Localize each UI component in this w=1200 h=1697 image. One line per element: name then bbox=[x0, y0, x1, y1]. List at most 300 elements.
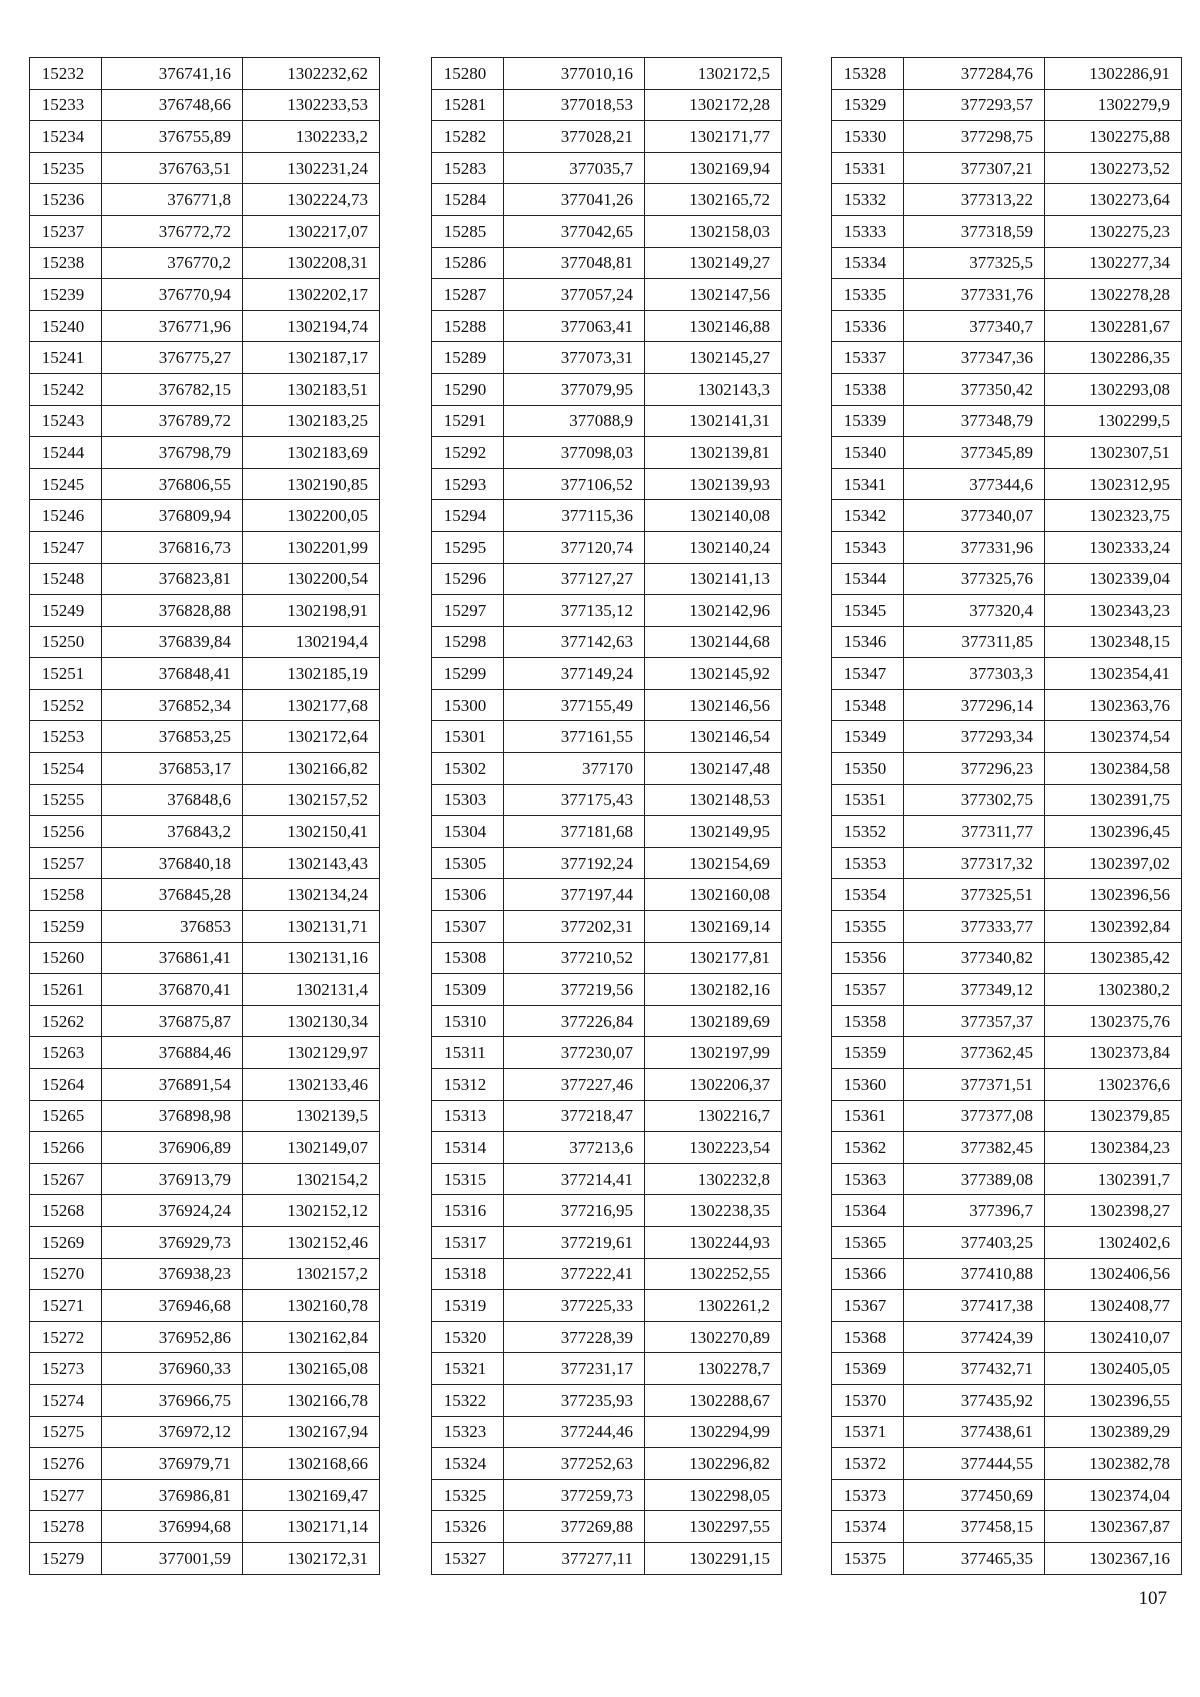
x-coordinate-cell: 376870,41 bbox=[102, 974, 243, 1006]
point-id-cell: 15279 bbox=[30, 1542, 102, 1574]
x-coordinate-cell: 376840,18 bbox=[102, 847, 243, 879]
y-coordinate-cell: 1302165,08 bbox=[243, 1353, 380, 1385]
x-coordinate-cell: 377106,52 bbox=[504, 468, 645, 500]
point-id-cell: 15317 bbox=[432, 1226, 504, 1258]
y-coordinate-cell: 1302201,99 bbox=[243, 531, 380, 563]
point-id-cell: 15364 bbox=[832, 1195, 904, 1227]
x-coordinate-cell: 376853,17 bbox=[102, 753, 243, 785]
y-coordinate-cell: 1302206,37 bbox=[645, 1069, 782, 1101]
x-coordinate-cell: 377197,44 bbox=[504, 879, 645, 911]
y-coordinate-cell: 1302194,4 bbox=[243, 626, 380, 658]
x-coordinate-cell: 377331,96 bbox=[904, 531, 1045, 563]
x-coordinate-cell: 376906,89 bbox=[102, 1132, 243, 1164]
point-id-cell: 15293 bbox=[432, 468, 504, 500]
x-coordinate-cell: 376839,84 bbox=[102, 626, 243, 658]
x-coordinate-cell: 377057,24 bbox=[504, 279, 645, 311]
x-coordinate-cell: 376852,34 bbox=[102, 689, 243, 721]
x-coordinate-cell: 377127,27 bbox=[504, 563, 645, 595]
y-coordinate-cell: 1302389,29 bbox=[1045, 1416, 1182, 1448]
x-coordinate-cell: 377214,41 bbox=[504, 1163, 645, 1195]
point-id-cell: 15351 bbox=[832, 784, 904, 816]
table-row bbox=[30, 342, 380, 374]
y-coordinate-cell: 1302149,95 bbox=[645, 816, 782, 848]
table-row bbox=[432, 1195, 782, 1227]
point-id-cell: 15266 bbox=[30, 1132, 102, 1164]
x-coordinate-cell: 377389,08 bbox=[904, 1163, 1045, 1195]
point-id-cell: 15295 bbox=[432, 531, 504, 563]
x-coordinate-cell: 377277,11 bbox=[504, 1542, 645, 1574]
x-coordinate-cell: 377396,7 bbox=[904, 1195, 1045, 1227]
y-coordinate-cell: 1302152,12 bbox=[243, 1195, 380, 1227]
y-coordinate-cell: 1302278,28 bbox=[1045, 279, 1182, 311]
y-coordinate-cell: 1302397,02 bbox=[1045, 847, 1182, 879]
point-id-cell: 15338 bbox=[832, 373, 904, 405]
table-row bbox=[432, 689, 782, 721]
y-coordinate-cell: 1302172,28 bbox=[645, 89, 782, 121]
y-coordinate-cell: 1302200,05 bbox=[243, 500, 380, 532]
point-id-cell: 15258 bbox=[30, 879, 102, 911]
table-row bbox=[30, 1448, 380, 1480]
x-coordinate-cell: 376952,86 bbox=[102, 1321, 243, 1353]
table-row bbox=[30, 595, 380, 627]
point-id-cell: 15298 bbox=[432, 626, 504, 658]
point-id-cell: 15246 bbox=[30, 500, 102, 532]
table-row bbox=[832, 974, 1182, 1006]
x-coordinate-cell: 376929,73 bbox=[102, 1226, 243, 1258]
x-coordinate-cell: 377444,55 bbox=[904, 1448, 1045, 1480]
point-id-cell: 15237 bbox=[30, 215, 102, 247]
x-coordinate-cell: 377311,85 bbox=[904, 626, 1045, 658]
point-id-cell: 15363 bbox=[832, 1163, 904, 1195]
y-coordinate-cell: 1302396,45 bbox=[1045, 816, 1182, 848]
point-id-cell: 15277 bbox=[30, 1479, 102, 1511]
point-id-cell: 15270 bbox=[30, 1258, 102, 1290]
table-row bbox=[832, 1037, 1182, 1069]
table-row bbox=[832, 405, 1182, 437]
x-coordinate-cell: 377115,36 bbox=[504, 500, 645, 532]
y-coordinate-cell: 1302406,56 bbox=[1045, 1258, 1182, 1290]
point-id-cell: 15292 bbox=[432, 437, 504, 469]
y-coordinate-cell: 1302185,19 bbox=[243, 658, 380, 690]
y-coordinate-cell: 1302277,34 bbox=[1045, 247, 1182, 279]
y-coordinate-cell: 1302169,94 bbox=[645, 152, 782, 184]
x-coordinate-cell: 377325,51 bbox=[904, 879, 1045, 911]
table-row bbox=[832, 1448, 1182, 1480]
y-coordinate-cell: 1302323,75 bbox=[1045, 500, 1182, 532]
y-coordinate-cell: 1302385,42 bbox=[1045, 942, 1182, 974]
point-id-cell: 15294 bbox=[432, 500, 504, 532]
y-coordinate-cell: 1302354,41 bbox=[1045, 658, 1182, 690]
point-id-cell: 15289 bbox=[432, 342, 504, 374]
point-id-cell: 15357 bbox=[832, 974, 904, 1006]
y-coordinate-cell: 1302139,81 bbox=[645, 437, 782, 469]
y-coordinate-cell: 1302146,88 bbox=[645, 310, 782, 342]
table-row bbox=[832, 753, 1182, 785]
table-row bbox=[432, 152, 782, 184]
x-coordinate-cell: 377293,57 bbox=[904, 89, 1045, 121]
x-coordinate-cell: 376755,89 bbox=[102, 121, 243, 153]
x-coordinate-cell: 377296,14 bbox=[904, 689, 1045, 721]
table-row bbox=[30, 437, 380, 469]
point-id-cell: 15311 bbox=[432, 1037, 504, 1069]
x-coordinate-cell: 377041,26 bbox=[504, 184, 645, 216]
table-row bbox=[432, 89, 782, 121]
y-coordinate-cell: 1302208,31 bbox=[243, 247, 380, 279]
table-row bbox=[432, 1448, 782, 1480]
point-id-cell: 15342 bbox=[832, 500, 904, 532]
table-row bbox=[30, 784, 380, 816]
table-row bbox=[432, 1542, 782, 1574]
point-id-cell: 15316 bbox=[432, 1195, 504, 1227]
point-id-cell: 15243 bbox=[30, 405, 102, 437]
x-coordinate-cell: 377325,5 bbox=[904, 247, 1045, 279]
table-row bbox=[30, 1511, 380, 1543]
y-coordinate-cell: 1302391,75 bbox=[1045, 784, 1182, 816]
x-coordinate-cell: 376875,87 bbox=[102, 1005, 243, 1037]
table-row bbox=[432, 215, 782, 247]
table-row bbox=[832, 1132, 1182, 1164]
point-id-cell: 15307 bbox=[432, 911, 504, 943]
point-id-cell: 15249 bbox=[30, 595, 102, 627]
x-coordinate-cell: 377042,65 bbox=[504, 215, 645, 247]
table-row bbox=[432, 1100, 782, 1132]
table-row bbox=[30, 1258, 380, 1290]
x-coordinate-cell: 377226,84 bbox=[504, 1005, 645, 1037]
point-id-cell: 15296 bbox=[432, 563, 504, 595]
point-id-cell: 15267 bbox=[30, 1163, 102, 1195]
y-coordinate-cell: 1302190,85 bbox=[243, 468, 380, 500]
x-coordinate-cell: 377228,39 bbox=[504, 1321, 645, 1353]
x-coordinate-cell: 377001,59 bbox=[102, 1542, 243, 1574]
table-row bbox=[30, 1416, 380, 1448]
table-row bbox=[30, 1353, 380, 1385]
y-coordinate-cell: 1302147,48 bbox=[645, 753, 782, 785]
table-row bbox=[30, 1384, 380, 1416]
y-coordinate-cell: 1302293,08 bbox=[1045, 373, 1182, 405]
table-row bbox=[30, 626, 380, 658]
x-coordinate-cell: 376938,23 bbox=[102, 1258, 243, 1290]
table-row bbox=[432, 1416, 782, 1448]
point-id-cell: 15264 bbox=[30, 1069, 102, 1101]
x-coordinate-cell: 377213,6 bbox=[504, 1132, 645, 1164]
y-coordinate-cell: 1302244,93 bbox=[645, 1226, 782, 1258]
x-coordinate-cell: 376823,81 bbox=[102, 563, 243, 595]
y-coordinate-cell: 1302154,69 bbox=[645, 847, 782, 879]
y-coordinate-cell: 1302252,55 bbox=[645, 1258, 782, 1290]
x-coordinate-cell: 377269,88 bbox=[504, 1511, 645, 1543]
table-row bbox=[832, 1163, 1182, 1195]
point-id-cell: 15334 bbox=[832, 247, 904, 279]
point-id-cell: 15330 bbox=[832, 121, 904, 153]
y-coordinate-cell: 1302189,69 bbox=[645, 1005, 782, 1037]
y-coordinate-cell: 1302374,54 bbox=[1045, 721, 1182, 753]
point-id-cell: 15345 bbox=[832, 595, 904, 627]
point-id-cell: 15278 bbox=[30, 1511, 102, 1543]
point-id-cell: 15300 bbox=[432, 689, 504, 721]
table-row bbox=[832, 1226, 1182, 1258]
x-coordinate-cell: 377382,45 bbox=[904, 1132, 1045, 1164]
x-coordinate-cell: 377073,31 bbox=[504, 342, 645, 374]
table-row bbox=[30, 1479, 380, 1511]
x-coordinate-cell: 377348,79 bbox=[904, 405, 1045, 437]
y-coordinate-cell: 1302281,67 bbox=[1045, 310, 1182, 342]
y-coordinate-cell: 1302131,71 bbox=[243, 911, 380, 943]
point-id-cell: 15232 bbox=[30, 58, 102, 90]
y-coordinate-cell: 1302275,23 bbox=[1045, 215, 1182, 247]
y-coordinate-cell: 1302299,5 bbox=[1045, 405, 1182, 437]
y-coordinate-cell: 1302373,84 bbox=[1045, 1037, 1182, 1069]
x-coordinate-cell: 377149,24 bbox=[504, 658, 645, 690]
table-row bbox=[432, 721, 782, 753]
point-id-cell: 15248 bbox=[30, 563, 102, 595]
x-coordinate-cell: 376966,75 bbox=[102, 1384, 243, 1416]
point-id-cell: 15310 bbox=[432, 1005, 504, 1037]
x-coordinate-cell: 377311,77 bbox=[904, 816, 1045, 848]
y-coordinate-cell: 1302150,41 bbox=[243, 816, 380, 848]
table-row bbox=[432, 1511, 782, 1543]
x-coordinate-cell: 377216,95 bbox=[504, 1195, 645, 1227]
table-row bbox=[30, 1100, 380, 1132]
point-id-cell: 15344 bbox=[832, 563, 904, 595]
y-coordinate-cell: 1302194,74 bbox=[243, 310, 380, 342]
point-id-cell: 15236 bbox=[30, 184, 102, 216]
y-coordinate-cell: 1302294,99 bbox=[645, 1416, 782, 1448]
y-coordinate-cell: 1302408,77 bbox=[1045, 1290, 1182, 1322]
point-id-cell: 15260 bbox=[30, 942, 102, 974]
y-coordinate-cell: 1302223,54 bbox=[645, 1132, 782, 1164]
y-coordinate-cell: 1302275,88 bbox=[1045, 121, 1182, 153]
table-row bbox=[832, 310, 1182, 342]
table-row bbox=[432, 437, 782, 469]
x-coordinate-cell: 376741,16 bbox=[102, 58, 243, 90]
point-id-cell: 15299 bbox=[432, 658, 504, 690]
x-coordinate-cell: 377219,61 bbox=[504, 1226, 645, 1258]
x-coordinate-cell: 377435,92 bbox=[904, 1384, 1045, 1416]
y-coordinate-cell: 1302158,03 bbox=[645, 215, 782, 247]
y-coordinate-cell: 1302177,68 bbox=[243, 689, 380, 721]
y-coordinate-cell: 1302233,2 bbox=[243, 121, 380, 153]
y-coordinate-cell: 1302376,6 bbox=[1045, 1069, 1182, 1101]
table-row bbox=[832, 58, 1182, 90]
x-coordinate-cell: 377303,3 bbox=[904, 658, 1045, 690]
x-coordinate-cell: 377222,41 bbox=[504, 1258, 645, 1290]
y-coordinate-cell: 1302297,55 bbox=[645, 1511, 782, 1543]
y-coordinate-cell: 1302171,77 bbox=[645, 121, 782, 153]
x-coordinate-cell: 377210,52 bbox=[504, 942, 645, 974]
point-id-cell: 15353 bbox=[832, 847, 904, 879]
x-coordinate-cell: 377230,07 bbox=[504, 1037, 645, 1069]
point-id-cell: 15281 bbox=[432, 89, 504, 121]
point-id-cell: 15240 bbox=[30, 310, 102, 342]
table-row bbox=[832, 121, 1182, 153]
table-row bbox=[30, 500, 380, 532]
table-row bbox=[832, 89, 1182, 121]
point-id-cell: 15347 bbox=[832, 658, 904, 690]
table-row bbox=[432, 373, 782, 405]
x-coordinate-cell: 376898,98 bbox=[102, 1100, 243, 1132]
y-coordinate-cell: 1302149,07 bbox=[243, 1132, 380, 1164]
point-id-cell: 15288 bbox=[432, 310, 504, 342]
y-coordinate-cell: 1302232,62 bbox=[243, 58, 380, 90]
x-coordinate-cell: 377018,53 bbox=[504, 89, 645, 121]
y-coordinate-cell: 1302168,66 bbox=[243, 1448, 380, 1480]
y-coordinate-cell: 1302131,4 bbox=[243, 974, 380, 1006]
table-row bbox=[832, 1258, 1182, 1290]
table-row bbox=[832, 279, 1182, 311]
x-coordinate-cell: 376843,2 bbox=[102, 816, 243, 848]
x-coordinate-cell: 377313,22 bbox=[904, 184, 1045, 216]
point-id-cell: 15303 bbox=[432, 784, 504, 816]
x-coordinate-cell: 376775,27 bbox=[102, 342, 243, 374]
table-row bbox=[832, 595, 1182, 627]
table-row bbox=[30, 531, 380, 563]
point-id-cell: 15328 bbox=[832, 58, 904, 90]
y-coordinate-cell: 1302279,9 bbox=[1045, 89, 1182, 121]
point-id-cell: 15354 bbox=[832, 879, 904, 911]
point-id-cell: 15319 bbox=[432, 1290, 504, 1322]
table-row bbox=[832, 1416, 1182, 1448]
x-coordinate-cell: 377302,75 bbox=[904, 784, 1045, 816]
y-coordinate-cell: 1302172,5 bbox=[645, 58, 782, 90]
table-row bbox=[432, 1384, 782, 1416]
point-id-cell: 15268 bbox=[30, 1195, 102, 1227]
y-coordinate-cell: 1302232,8 bbox=[645, 1163, 782, 1195]
table-row bbox=[432, 911, 782, 943]
point-id-cell: 15318 bbox=[432, 1258, 504, 1290]
point-id-cell: 15235 bbox=[30, 152, 102, 184]
x-coordinate-cell: 377293,34 bbox=[904, 721, 1045, 753]
x-coordinate-cell: 377345,89 bbox=[904, 437, 1045, 469]
y-coordinate-cell: 1302149,27 bbox=[645, 247, 782, 279]
x-coordinate-cell: 377231,17 bbox=[504, 1353, 645, 1385]
y-coordinate-cell: 1302216,7 bbox=[645, 1100, 782, 1132]
point-id-cell: 15374 bbox=[832, 1511, 904, 1543]
table-row bbox=[432, 1226, 782, 1258]
table-row bbox=[832, 689, 1182, 721]
y-coordinate-cell: 1302410,07 bbox=[1045, 1321, 1182, 1353]
x-coordinate-cell: 376770,94 bbox=[102, 279, 243, 311]
table-row bbox=[832, 1100, 1182, 1132]
point-id-cell: 15262 bbox=[30, 1005, 102, 1037]
table-row bbox=[432, 247, 782, 279]
y-coordinate-cell: 1302286,35 bbox=[1045, 342, 1182, 374]
table-row bbox=[432, 1163, 782, 1195]
x-coordinate-cell: 377340,07 bbox=[904, 500, 1045, 532]
point-id-cell: 15352 bbox=[832, 816, 904, 848]
table-row bbox=[432, 500, 782, 532]
table-row bbox=[832, 437, 1182, 469]
point-id-cell: 15245 bbox=[30, 468, 102, 500]
point-id-cell: 15238 bbox=[30, 247, 102, 279]
y-coordinate-cell: 1302298,05 bbox=[645, 1479, 782, 1511]
y-coordinate-cell: 1302166,82 bbox=[243, 753, 380, 785]
y-coordinate-cell: 1302146,54 bbox=[645, 721, 782, 753]
point-id-cell: 15366 bbox=[832, 1258, 904, 1290]
table-row bbox=[30, 89, 380, 121]
table-row bbox=[432, 816, 782, 848]
point-id-cell: 15254 bbox=[30, 753, 102, 785]
y-coordinate-cell: 1302160,08 bbox=[645, 879, 782, 911]
point-id-cell: 15339 bbox=[832, 405, 904, 437]
point-id-cell: 15244 bbox=[30, 437, 102, 469]
table-row bbox=[832, 1290, 1182, 1322]
x-coordinate-cell: 377035,7 bbox=[504, 152, 645, 184]
x-coordinate-cell: 377357,37 bbox=[904, 1005, 1045, 1037]
y-coordinate-cell: 1302143,43 bbox=[243, 847, 380, 879]
y-coordinate-cell: 1302398,27 bbox=[1045, 1195, 1182, 1227]
y-coordinate-cell: 1302402,6 bbox=[1045, 1226, 1182, 1258]
point-id-cell: 15276 bbox=[30, 1448, 102, 1480]
point-id-cell: 15336 bbox=[832, 310, 904, 342]
y-coordinate-cell: 1302200,54 bbox=[243, 563, 380, 595]
y-coordinate-cell: 1302160,78 bbox=[243, 1290, 380, 1322]
table-row bbox=[432, 626, 782, 658]
y-coordinate-cell: 1302187,17 bbox=[243, 342, 380, 374]
point-id-cell: 15343 bbox=[832, 531, 904, 563]
table-row bbox=[30, 405, 380, 437]
table-row bbox=[832, 784, 1182, 816]
point-id-cell: 15349 bbox=[832, 721, 904, 753]
point-id-cell: 15373 bbox=[832, 1479, 904, 1511]
table-row bbox=[832, 658, 1182, 690]
y-coordinate-cell: 1302379,85 bbox=[1045, 1100, 1182, 1132]
point-id-cell: 15263 bbox=[30, 1037, 102, 1069]
table-row bbox=[30, 1005, 380, 1037]
x-coordinate-cell: 377219,56 bbox=[504, 974, 645, 1006]
y-coordinate-cell: 1302139,93 bbox=[645, 468, 782, 500]
y-coordinate-cell: 1302291,15 bbox=[645, 1542, 782, 1574]
point-id-cell: 15370 bbox=[832, 1384, 904, 1416]
x-coordinate-cell: 376771,96 bbox=[102, 310, 243, 342]
point-id-cell: 15327 bbox=[432, 1542, 504, 1574]
x-coordinate-cell: 376946,68 bbox=[102, 1290, 243, 1322]
x-coordinate-cell: 377325,76 bbox=[904, 563, 1045, 595]
point-id-cell: 15340 bbox=[832, 437, 904, 469]
point-id-cell: 15323 bbox=[432, 1416, 504, 1448]
point-id-cell: 15287 bbox=[432, 279, 504, 311]
point-id-cell: 15372 bbox=[832, 1448, 904, 1480]
point-id-cell: 15272 bbox=[30, 1321, 102, 1353]
y-coordinate-cell: 1302231,24 bbox=[243, 152, 380, 184]
y-coordinate-cell: 1302167,94 bbox=[243, 1416, 380, 1448]
table-row bbox=[432, 563, 782, 595]
table-row bbox=[30, 1195, 380, 1227]
point-id-cell: 15253 bbox=[30, 721, 102, 753]
table-row bbox=[30, 1542, 380, 1574]
x-coordinate-cell: 377155,49 bbox=[504, 689, 645, 721]
x-coordinate-cell: 376884,46 bbox=[102, 1037, 243, 1069]
point-id-cell: 15283 bbox=[432, 152, 504, 184]
point-id-cell: 15304 bbox=[432, 816, 504, 848]
point-id-cell: 15247 bbox=[30, 531, 102, 563]
x-coordinate-cell: 377175,43 bbox=[504, 784, 645, 816]
x-coordinate-cell: 376845,28 bbox=[102, 879, 243, 911]
point-id-cell: 15297 bbox=[432, 595, 504, 627]
x-coordinate-cell: 377028,21 bbox=[504, 121, 645, 153]
table-row bbox=[432, 1069, 782, 1101]
table-row bbox=[832, 1069, 1182, 1101]
point-id-cell: 15359 bbox=[832, 1037, 904, 1069]
table-row bbox=[832, 911, 1182, 943]
point-id-cell: 15255 bbox=[30, 784, 102, 816]
point-id-cell: 15301 bbox=[432, 721, 504, 753]
point-id-cell: 15308 bbox=[432, 942, 504, 974]
x-coordinate-cell: 376828,88 bbox=[102, 595, 243, 627]
point-id-cell: 15367 bbox=[832, 1290, 904, 1322]
point-id-cell: 15282 bbox=[432, 121, 504, 153]
table-row bbox=[30, 1069, 380, 1101]
point-id-cell: 15305 bbox=[432, 847, 504, 879]
